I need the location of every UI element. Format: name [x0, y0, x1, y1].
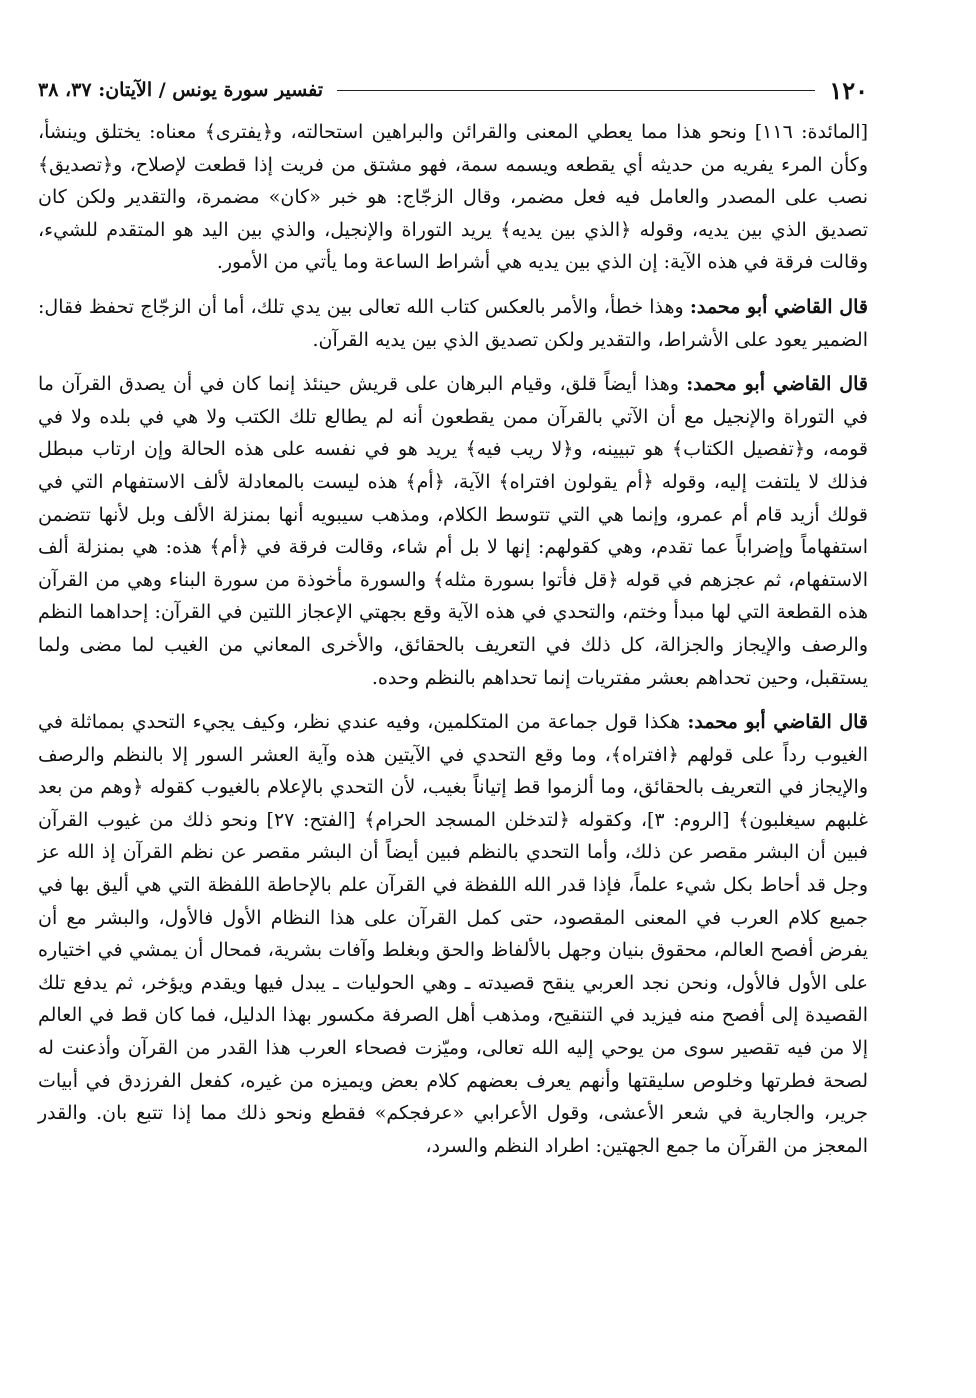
paragraph-text: وهذا أيضاً قلق، وقيام البرهان على قريش حينئذ إنما كان في أن يصدق القرآن ما في التوراة والإنجيل مع أن الآتي بالقرآن ممن يقطعون أنه لم يطالع تلك الكتب ولا هي في بلده ولا في قومه، و﴿تفصيل الكتاب﴾ هو تبيينه، و﴿لا ريب فيه﴾ يريد هو في نفسه على هذه الحالة وإن ارتاب مبطل فذلك لا يلتفت إليه، وقوله ﴿أم يقولون افتراه﴾ الآية، ﴿أم﴾ هذه ليست بالمعادلة لألف الاستفهام التي في قولك أزيد قام أم عمرو، وإنما هي التي تتوسط الكلام، ومذهب سيبويه أنها بمنزلة الألف وبل لأنها تتضمن استفهاماً وإضراباً عما تقدم، وهي كقولهم: إنها لا بل أم شاء، وقالت فرقة في ﴿أم﴾ هذه: هي بمنزلة ألف الاستفهام، ثم عجزهم في قوله ﴿قل فأتوا بسورة مثله﴾ والسورة مأخوذة من سورة البناء وهي من القرآن هذه القطعة التي لها مبدأ وختم، والتحدي في هذه الآية وقع بجهتي الإعجاز اللتين في القرآن: إحداهما النظم والرصف والإيجاز والجزالة، كل ذلك في التعريف بالحقائق، والأخرى المعاني من الغيب لما مضى ولما يستقبل، وحين تحداهم بعشر مفتريات إنما تحداهم بالنظم وحده.: [38, 373, 868, 689]
page-header: [38, 70, 868, 110]
page-number: ١٢٠: [829, 75, 868, 105]
running-title: تفسير سورة يونس / الآيتان: ٣٧، ٣٨: [38, 79, 324, 101]
paragraph: [38, 291, 868, 356]
paragraph: [38, 116, 868, 279]
paragraph-lead: قال القاضي أبو محمد:: [686, 373, 868, 396]
paragraph: [38, 706, 868, 1162]
paragraph-lead: قال القاضي أبو محمد:: [687, 711, 868, 734]
paragraph-lead: قال القاضي أبو محمد:: [689, 295, 868, 318]
document-page: [38, 70, 868, 1162]
header-rule: [337, 90, 815, 91]
paragraph-text: هكذا قول جماعة من المتكلمين، وفيه عندي نظر، وكيف يجيء التحدي بمماثلة في الغيوب رداً على قولهم ﴿افتراه﴾، وما وقع التحدي في الآيتين هذه وآية العشر السور إلا بالنظم والرصف والإيجاز في التعريف بالحقائق، وما ألزموا قط إتياناً بغيب، لأن التحدي بالإعلام بالغيوب كقوله ﴿وهم من بعد غلبهم سيغلبون﴾ [الروم: ٣]، وكقوله ﴿لتدخلن المسجد الحرام﴾ [الفتح: ٢٧] ونحو ذلك من غيوب القرآن فبين أن البشر مقصر عن ذلك، وأما التحدي بالنظم فبين أيضاً أن البشر مقصر عن نظم القرآن إذ الله عز وجل قد أحاط بكل شيء علماً، فإذا قدر الله اللفظة في القرآن علم بالإحاطة اللفظة التي هي أليق بها في جميع كلام العرب في المعنى المقصود، حتى كمل القرآن على هذا النظام الأول فالأول، والبشر مع أن يفرض أفصح العالم، محقوق بنيان وجهل بالألفاظ والحق وبغلط وآفات بشرية، فمحال أن يمشي في اختياره على الأول فالأول، ونحن نجد العربي ينقح قصيدته ـ وهي الحوليات ـ يبدل فيها ويقدم ويؤخر، ثم يدفع تلك القصيدة إلى أفصح منه فيزيد في التنقيح، ومذهب أهل الصرفة مكسور بهذا الدليل، فما كان قط في العالم إلا من فيه تقصير سوى من يوحي إليه الله تعالى، وميّزت فصحاء العرب هذا القدر من القرآن وأذعنت له لصحة فطرتها وخلوص سليقتها وأنهم يعرف بعضهم كلام بعض ويميزه من غيره، كفعل الفرزدق في أبيات جرير، والجارية في شعر الأعشى، وقول الأعرابي «عرفجكم» فقطع ونحو ذلك مما إذا تتبع بان. والقدر المعجز من القرآن ما جمع الجهتين: اطراد النظم والسرد،: [38, 711, 868, 1157]
paragraph-text: [المائدة: ١١٦] ونحو هذا مما يعطي المعنى والقرائن والبراهين استحالته، و﴿يفترى﴾ معناه: يختلق وينشأ، وكأن المرء يفريه من حديثه أي يقطعه ويسمه سمة، فهو مشتق من فريت إذا قطعت لإصلاح، و﴿تصديق﴾ نصب على المصدر والعامل فيه فعل مضمر، وقال الزجّاج: هو خبر «كان» مضمرة، والتقدير ولكن كان تصديق الذي بين يديه، وقوله ﴿الذي بين يديه﴾ يريد التوراة والإنجيل، والذي بين اليد هو المتقدم للشيء، وقالت فرقة في هذه الآية: إن الذي بين يديه هي أشراط الساعة وما يأتي من الأمور.: [38, 121, 868, 274]
paragraph-text: وهذا خطأ، والأمر بالعكس كتاب الله تعالى بين يدي تلك، أما أن الزجّاج تحفظ فقال: الضمير يعود على الأشراط، والتقدير ولكن تصديق الذي بين يديه القرآن.: [38, 295, 868, 351]
paragraph: [38, 368, 868, 694]
